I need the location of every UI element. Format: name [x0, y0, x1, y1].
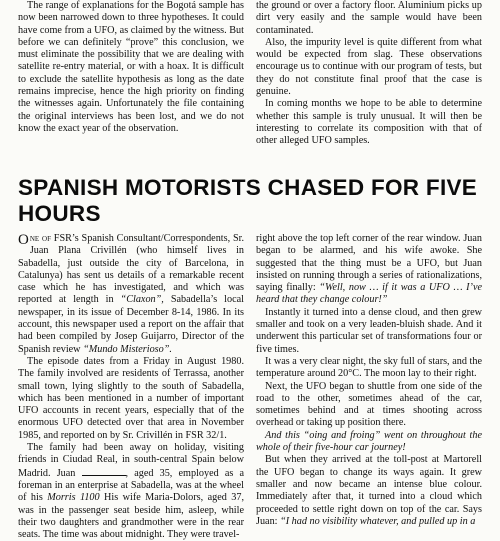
text-span: right above the top left corner of the rear window. Juan began to be alarmed, and his wife awoke. She suggested that the thing must be a UFO, but Juan insisted on running through a series of rationalizations, saying finally: [256, 233, 482, 294]
top-left-column [18, 0, 244, 135]
car-model: Morris 1100 [47, 492, 100, 504]
text-span: Sabadella’s local newspaper, in its issue of December 8-14, 1986. In its account, this newspaper used a report on the affair that had been compiled by Josep Guijarro, Director of the Spanish review [18, 294, 244, 355]
small-caps-text: ne of [29, 233, 51, 244]
review-name: “Mundo Misterioso”. [83, 343, 172, 355]
paragraph [256, 454, 482, 528]
newspaper-name: “Claxon”, [120, 294, 164, 306]
quote: And this “oing and froing” went on throughout the whole of their five-hour car journey! [256, 429, 482, 454]
quote: “I had no visibility whatever, and pulled up in a [280, 515, 476, 527]
text-span: , aged 35, employed as a foreman in an enterprise at Sabadella, was at the wheel of his [18, 467, 244, 504]
paragraph: the ground or over a factory floor. Aluminium picks up dirt very easily and the sample would have been contaminated. [256, 0, 482, 36]
drop-cap: O [18, 232, 29, 248]
paragraph: Also, the impurity level is quite different from what would be expected from slag. These observations encourage us to continue with our program of tests, but they do not constitute final proof that the case is genuine. [256, 36, 482, 98]
text-span: But when they arrived at the toll-post at Martorell the UFO began to change its ways again. It grew smaller and now became an intense blue colour. Immediately after that, it turned into a cloud which proceeded to settle right down on top of the car. Says Juan: [256, 454, 482, 527]
redacted-surname-blank [82, 467, 126, 476]
paragraph [256, 430, 482, 455]
paragraph [256, 233, 482, 307]
text-span: The family had been away on holiday, visiting friends in Ciudad Real, in south-central Spain below Madrid. Juan [18, 442, 244, 479]
paragraph: In coming months we hope to be able to determine whether this sample is truly unusual. It will then be interesting to correlate its composition with that of other alleged UFO samples. [256, 98, 482, 147]
bottom-right-column [256, 233, 482, 528]
top-right-column [256, 0, 482, 148]
quote: “Well, now … if it was a UFO … I’ve heard that they change colour!” [256, 282, 482, 306]
text-span: His wife Maria-Dolors, aged 37, was in the passenger seat beside him, asleep, while their two daughters and grandmother were in the rear seats. The time was about midnight. They were travel- [18, 492, 244, 541]
paragraph: The episode dates from a Friday in August 1980. The family involved are residents of Terrassa, another small town, lying slightly to the south of Sabadella, which has been mentioned in a number of important UFO accounts in recent years, especially that of the enormous UFO detected over that area in November 1985, and reported on by Sr. Crivillén in FSR 32/1. [18, 355, 244, 441]
article-title: SPANISH MOTORISTS CHASED FOR FIVE HOURS [18, 175, 478, 226]
paragraph: Instantly it turned into a dense cloud, and then grew smaller and took on a very leaden-bluish shade. And it underwent this particular set of transformations four or five times. [256, 306, 482, 355]
text-span: FSR’s Spanish Consultant/Correspondents, Sr. Juan Plana Crivillén (who himself lives in Sabadella, just outside the city of Barcelona, in Catalunya) has sent us details of a remarkable recent case which he has investigated, and which was reported at length in [18, 233, 245, 306]
paragraph: The range of explanations for the Bogotá sample has now been narrowed down to three hypotheses. It could have come from a UFO, as claimed by the witness. But before we can definitely “prove” this conclusion, we must eliminate the possibility that we are dealing with satellite re-entry material, or with a hoax. It is difficult to exclude the satellite hypothesis as long as the date remains imprecise, hence the high priority on finding the witnesses again. Unfortunately the file containing the original interviews has been lost, and we do not know the exact year of the observation. [18, 0, 244, 134]
paragraph [18, 233, 244, 356]
paragraph: Next, the UFO began to shuttle from one side of the road to the other, sometimes ahead of the car, sometimes behind and at times shooting across overhead or taking up position there. [256, 380, 482, 429]
paragraph [18, 442, 244, 541]
paragraph: It was a very clear night, the sky full of stars, and the temperature around 20°C. The moon lay to their right. [256, 355, 482, 380]
bottom-left-column [18, 233, 244, 541]
